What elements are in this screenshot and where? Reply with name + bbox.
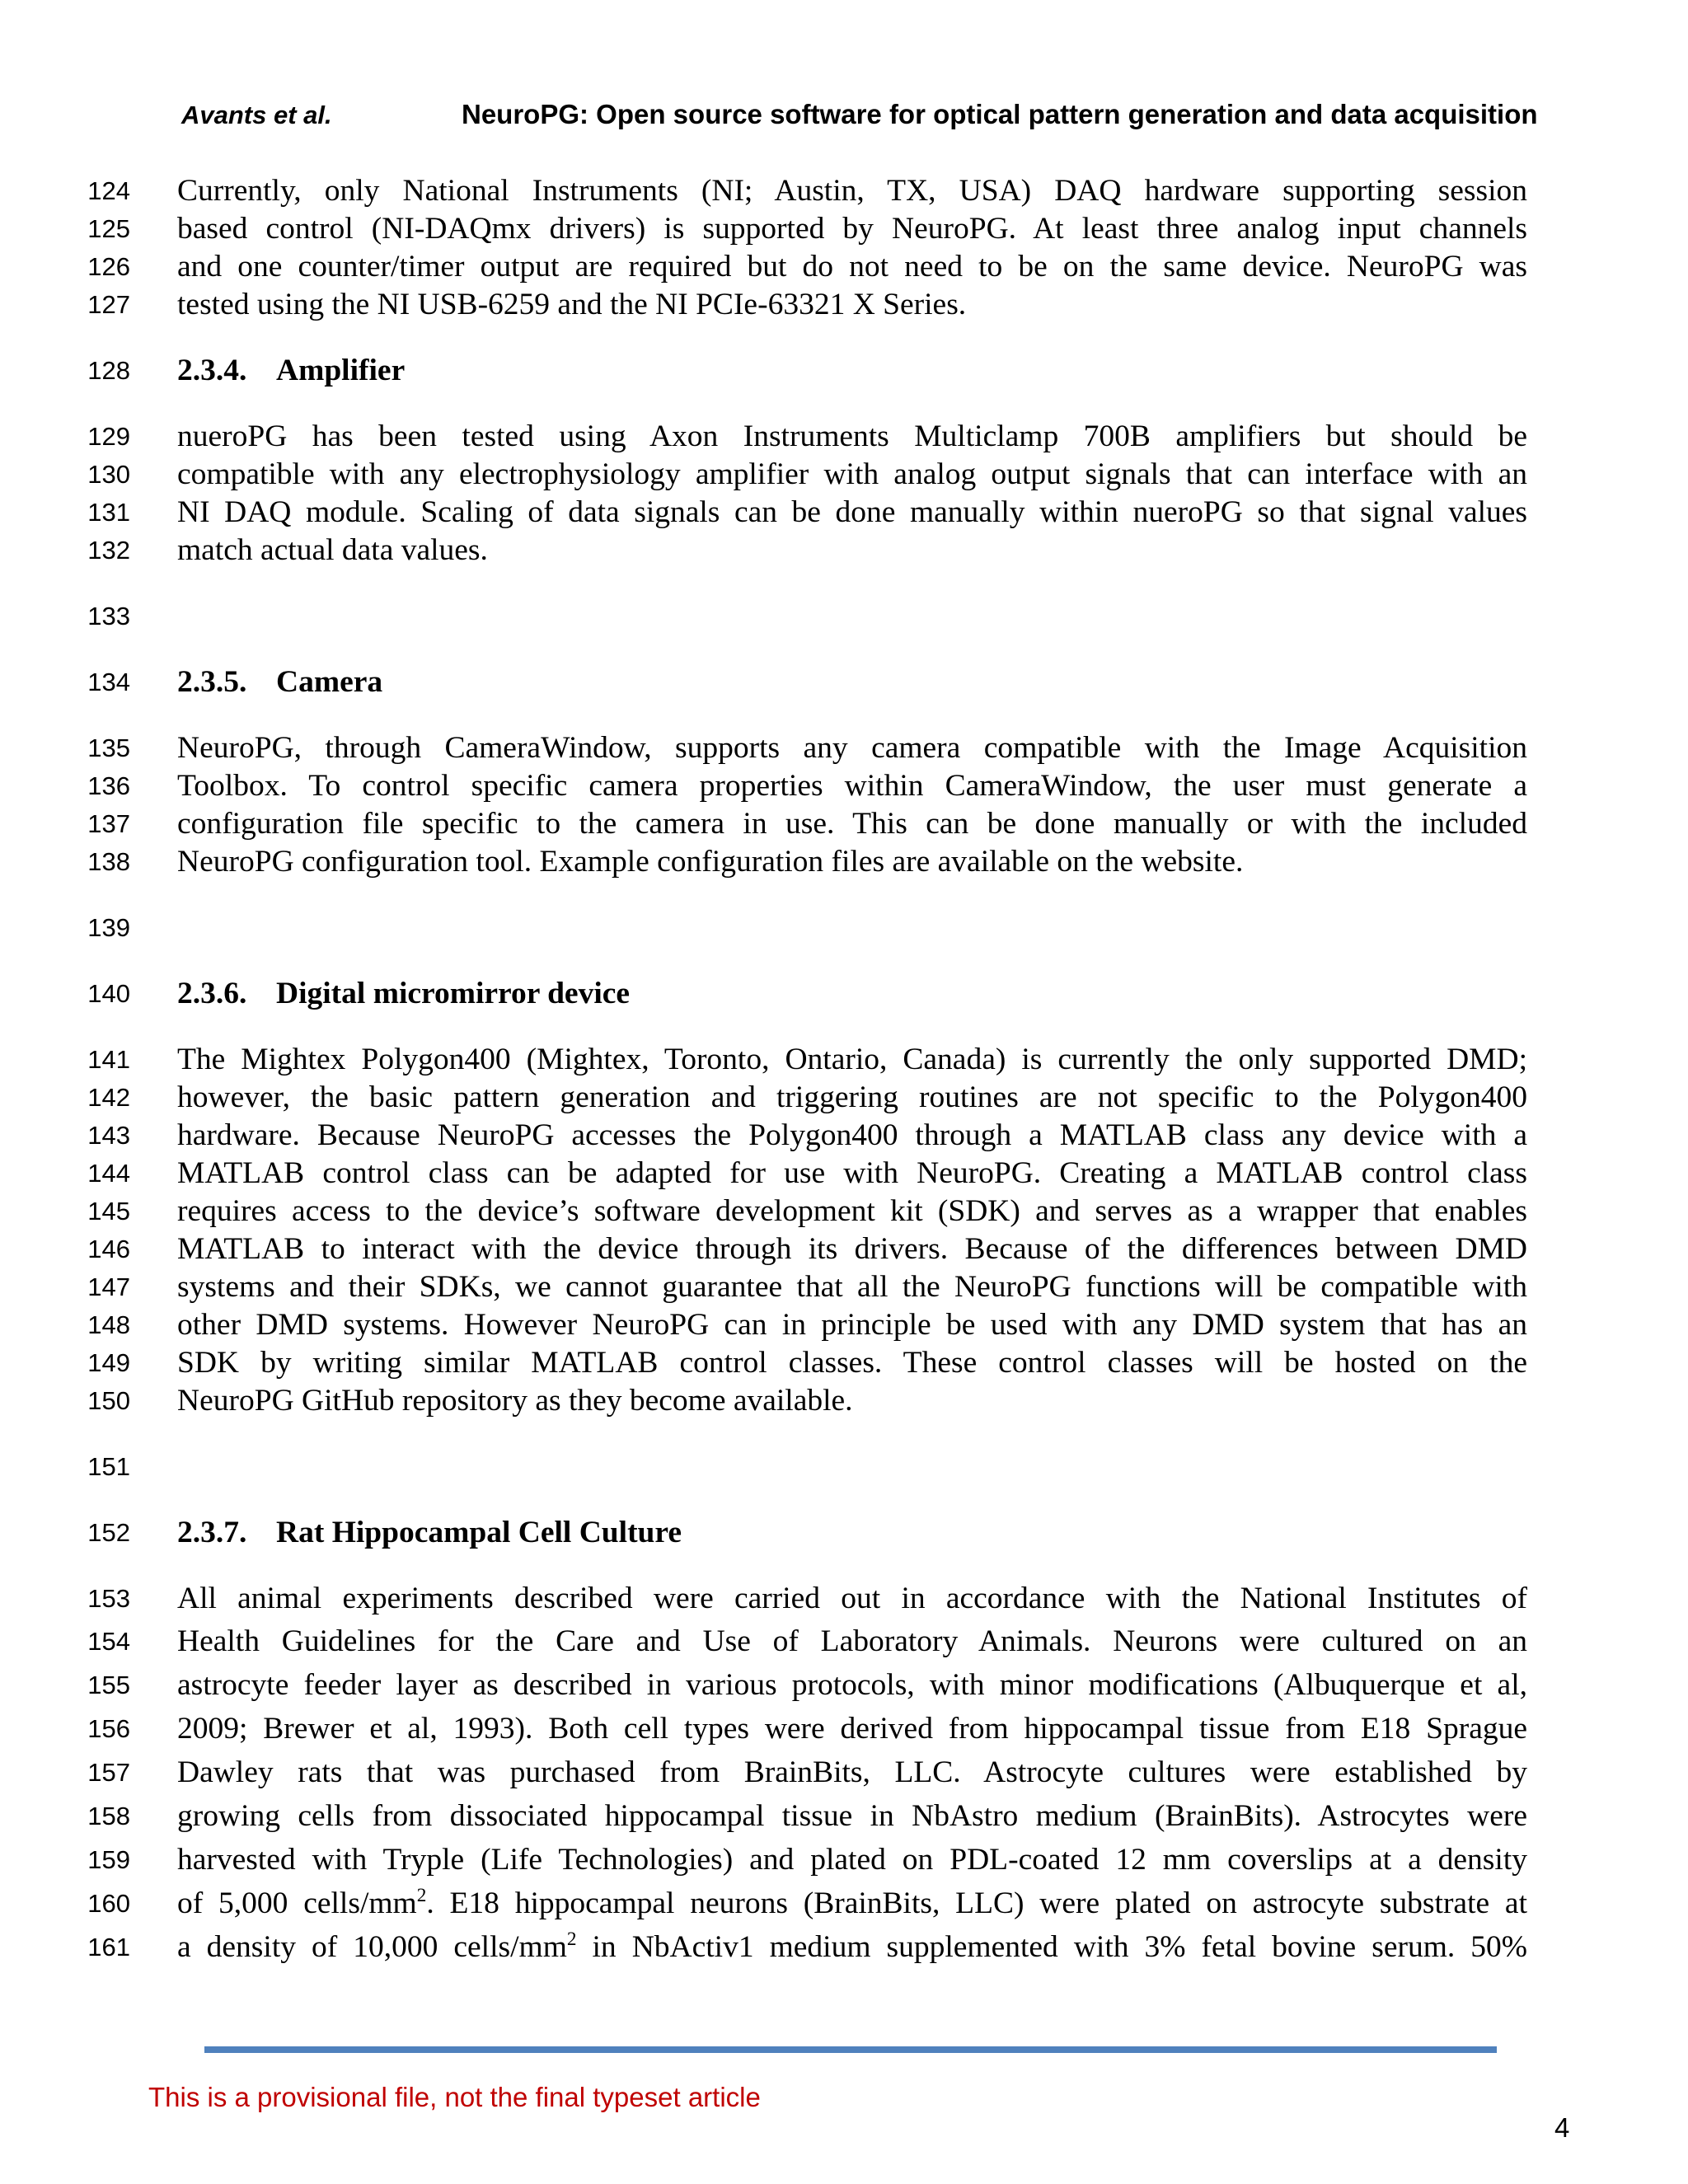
line-text: MATLAB to interact with the device through its drivers. Because of the differences between DMD (177, 1232, 1527, 1266)
line-text-part: . E18 hippocampal neurons (BrainBits, LLC) were plated on astrocyte substrate at (426, 1886, 1527, 1920)
line-number: 134 (87, 668, 130, 696)
line-text (177, 1929, 1527, 1966)
section-number: 2.3.7. (177, 1516, 247, 1549)
line-number: 152 (87, 1518, 130, 1547)
line-text-part: a density of 10,000 cells/mm (177, 1930, 567, 1964)
page-number: 4 (1554, 2112, 1570, 2143)
line-text: Dawley rats that was purchased from BrainBits, LLC. Astrocyte cultures were established by (177, 1755, 1527, 1789)
line-number: 154 (87, 1627, 130, 1656)
line-number: 136 (87, 771, 130, 800)
line-text: All animal experiments described were carried out in accordance with the National Institutes of (177, 1582, 1527, 1615)
section-title: Camera (276, 665, 383, 699)
text-line (0, 1929, 1688, 1966)
text-line (0, 1886, 1688, 1922)
line-text: 2009; Brewer et al, 1993). Both cell types were derived from hippocampal tissue from E18 Sprague (177, 1712, 1527, 1746)
text-line (0, 1193, 1688, 1230)
section-number: 2.3.4. (177, 354, 247, 387)
line-text: tested using the NI USB-6259 and the NI PCIe-63321 X Series. (177, 288, 967, 321)
line-text: requires access to the device’s software development kit (SDK) and serves as a wrapper that enables (177, 1194, 1527, 1228)
line-number: 155 (87, 1671, 130, 1699)
line-text: and one counter/timer output are required but do not need to be on the same device. NeuroPG was (177, 250, 1527, 284)
text-line (0, 457, 1688, 493)
text-line (0, 976, 1688, 1012)
text-line (0, 1383, 1688, 1419)
text-line (0, 1155, 1688, 1192)
section-number: 2.3.6. (177, 977, 247, 1010)
line-text: NeuroPG GitHub repository as they become available. (177, 1384, 853, 1418)
text-line (0, 844, 1688, 880)
section-heading (177, 353, 1527, 389)
text-line (0, 1345, 1688, 1381)
line-number: 146 (87, 1235, 130, 1263)
text-line (0, 598, 1688, 635)
line-number: 138 (87, 847, 130, 876)
line-number: 158 (87, 1802, 130, 1830)
section-heading (177, 664, 1527, 701)
section-title: Amplifier (276, 354, 406, 387)
text-line (0, 910, 1688, 946)
text-line (0, 664, 1688, 701)
line-number: 143 (87, 1121, 130, 1150)
superscript: 2 (416, 1885, 427, 1907)
text-line (0, 494, 1688, 531)
line-number: 142 (87, 1083, 130, 1112)
line-text-part: in NbActiv1 medium supplemented with 3% fetal bovine serum. 50% (576, 1930, 1527, 1964)
text-line (0, 532, 1688, 569)
line-number: 156 (87, 1714, 130, 1743)
text-line (0, 1515, 1688, 1551)
text-line (0, 1080, 1688, 1116)
line-number: 160 (87, 1889, 130, 1918)
section-heading (177, 1515, 1527, 1551)
running-header-authors: Avants et al. (181, 101, 332, 129)
text-line (0, 1842, 1688, 1878)
text-line (0, 211, 1688, 247)
line-number: 125 (87, 214, 130, 243)
text-line (0, 1449, 1688, 1485)
text-line (0, 1118, 1688, 1154)
line-text: compatible with any electrophysiology amplifier with analog output signals that can interface with an (177, 457, 1527, 491)
line-text: The Mightex Polygon400 (Mightex, Toronto, Ontario, Canada) is currently the only supported DMD; (177, 1043, 1527, 1076)
line-number: 153 (87, 1584, 130, 1613)
line-number: 128 (87, 356, 130, 385)
line-number: 124 (87, 176, 130, 205)
line-text: hardware. Because NeuroPG accesses the Polygon400 through a MATLAB class any device with a (177, 1118, 1527, 1152)
line-number: 133 (87, 602, 130, 630)
line-number: 157 (87, 1758, 130, 1787)
text-line (0, 1667, 1688, 1704)
text-line (0, 173, 1688, 209)
line-text: growing cells from dissociated hippocampal tissue in NbAstro medium (BrainBits). Astrocytes were (177, 1799, 1527, 1833)
line-text (177, 1886, 1527, 1922)
line-number: 140 (87, 979, 130, 1008)
running-header-title: NeuroPG: Open source software for optical pattern generation and data acquisition (462, 99, 1538, 129)
line-text: based control (NI-DAQmx drivers) is supported by NeuroPG. At least three analog input channels (177, 212, 1527, 246)
text-line (0, 287, 1688, 323)
line-text: NeuroPG, through CameraWindow, supports any camera compatible with the Image Acquisition (177, 731, 1527, 765)
line-text: Health Guidelines for the Care and Use of Laboratory Animals. Neurons were cultured on an (177, 1624, 1527, 1658)
text-line (0, 1307, 1688, 1343)
text-line (0, 353, 1688, 389)
line-number: 129 (87, 422, 130, 451)
text-line (0, 249, 1688, 285)
superscript: 2 (566, 1929, 577, 1951)
provisional-file-note: This is a provisional file, not the final typeset article (148, 2082, 761, 2112)
text-line (0, 419, 1688, 455)
line-text: nueroPG has been tested using Axon Instruments Multiclamp 700B amplifiers but should be (177, 419, 1527, 453)
text-line (0, 768, 1688, 804)
footer-divider (204, 2046, 1497, 2053)
line-text: SDK by writing similar MATLAB control classes. These control classes will be hosted on the (177, 1346, 1527, 1380)
line-number: 135 (87, 733, 130, 762)
text-line (0, 1798, 1688, 1835)
line-text: configuration file specific to the camera in use. This can be done manually or with the included (177, 807, 1527, 841)
text-line (0, 1581, 1688, 1617)
line-number: 145 (87, 1197, 130, 1226)
section-title: Digital micromirror device (276, 977, 631, 1010)
line-text: harvested with Tryple (Life Technologies) and plated on PDL-coated 12 mm coverslips at a density (177, 1843, 1527, 1877)
line-number: 130 (87, 460, 130, 489)
section-title: Rat Hippocampal Cell Culture (276, 1516, 682, 1549)
line-text: astrocyte feeder layer as described in various protocols, with minor modifications (Albuquerque et al, (177, 1668, 1527, 1702)
line-text: match actual data values. (177, 533, 488, 567)
text-line (0, 730, 1688, 766)
line-number: 144 (87, 1159, 130, 1188)
line-number: 147 (87, 1272, 130, 1301)
line-text: NI DAQ module. Scaling of data signals can be done manually within nueroPG so that signal values (177, 495, 1527, 529)
section-heading (177, 976, 1527, 1012)
text-line (0, 1624, 1688, 1660)
text-line (0, 1231, 1688, 1268)
line-number: 126 (87, 252, 130, 281)
text-line (0, 1755, 1688, 1791)
line-number: 150 (87, 1386, 130, 1415)
line-text: MATLAB control class can be adapted for use with NeuroPG. Creating a MATLAB control class (177, 1156, 1527, 1190)
line-number: 137 (87, 809, 130, 838)
line-number: 159 (87, 1845, 130, 1874)
line-number: 161 (87, 1933, 130, 1961)
line-number: 141 (87, 1045, 130, 1074)
line-text: however, the basic pattern generation and triggering routines are not specific to the Polygon400 (177, 1080, 1527, 1114)
line-text: Currently, only National Instruments (NI; Austin, TX, USA) DAQ hardware supporting session (177, 174, 1527, 208)
text-line (0, 1711, 1688, 1747)
line-number: 131 (87, 498, 130, 527)
line-number: 132 (87, 536, 130, 565)
line-text: other DMD systems. However NeuroPG can in principle be used with any DMD system that has an (177, 1308, 1527, 1342)
line-text: systems and their SDKs, we cannot guarantee that all the NeuroPG functions will be compatible with (177, 1270, 1527, 1304)
line-number: 151 (87, 1452, 130, 1481)
line-number: 139 (87, 913, 130, 942)
line-number: 148 (87, 1310, 130, 1339)
text-line (0, 1269, 1688, 1305)
line-text-part: of 5,000 cells/mm (177, 1886, 417, 1920)
text-line (0, 806, 1688, 842)
section-number: 2.3.5. (177, 665, 247, 699)
text-line (0, 1042, 1688, 1078)
line-number: 149 (87, 1348, 130, 1377)
line-number: 127 (87, 290, 130, 319)
line-text: Toolbox. To control specific camera properties within CameraWindow, the user must generate a (177, 769, 1527, 803)
line-text: NeuroPG configuration tool. Example configuration files are available on the website. (177, 845, 1244, 879)
